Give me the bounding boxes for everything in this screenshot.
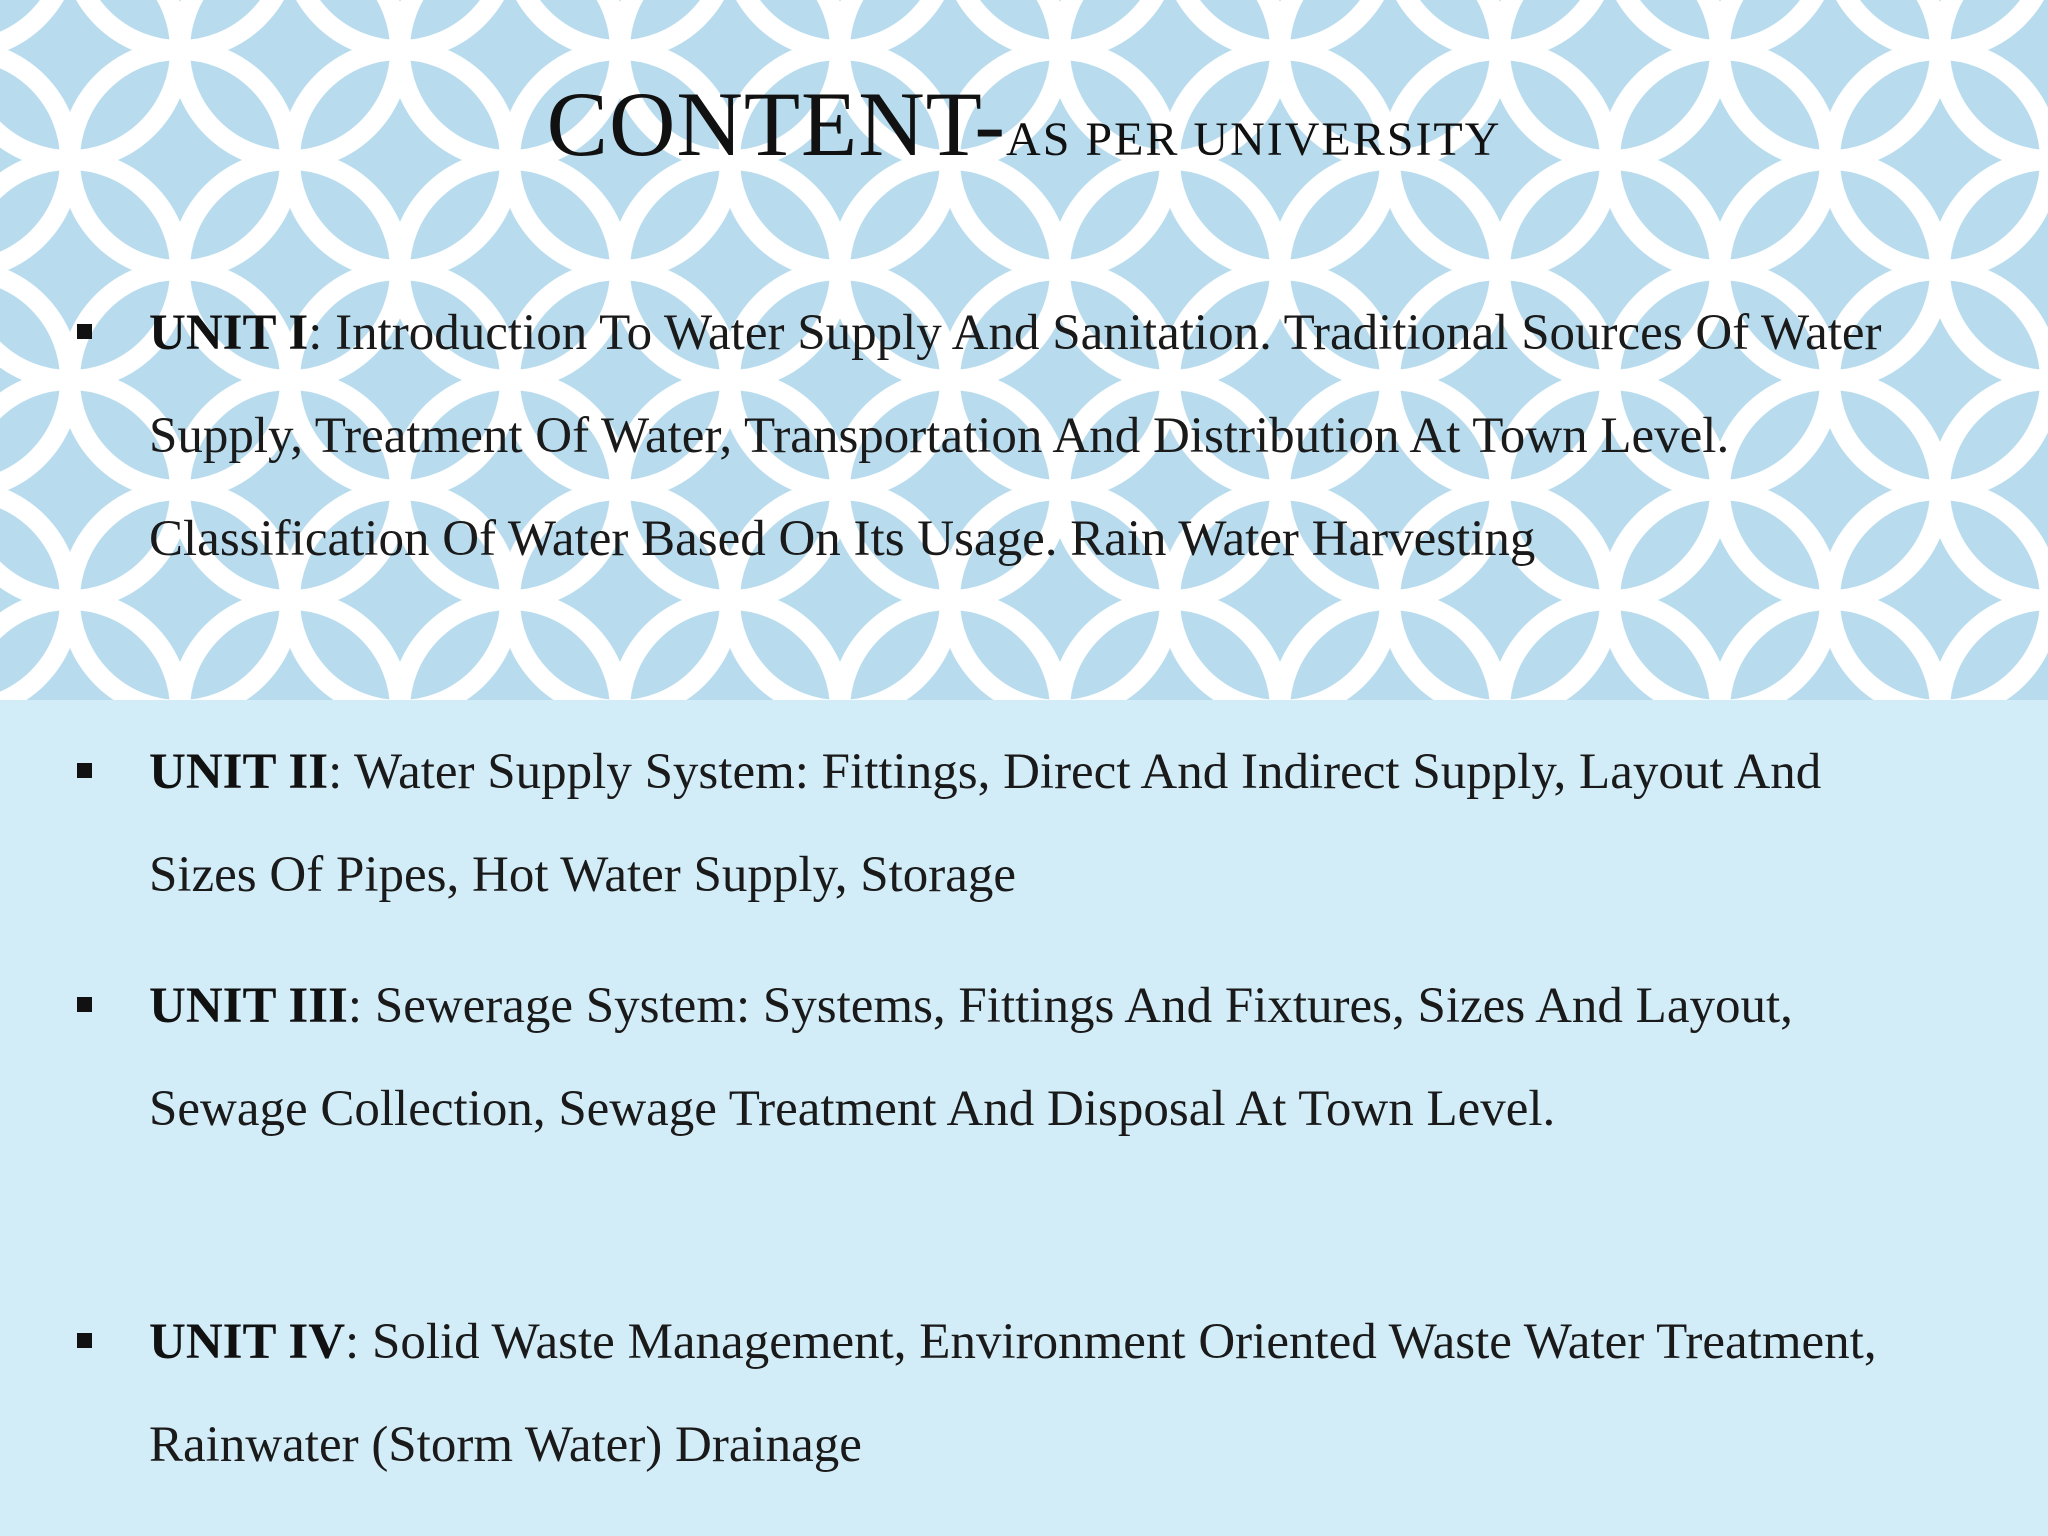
unit-description: : Introduction To Water Supply And Sanitation. Traditional Sources Of Water Supply, Treatment Of Water, Transportation And Distribution At Town Level. Classification Of Water Based On Its Usage. Rain Water Harvesting bbox=[149, 305, 1882, 567]
title-main: CONTENT- bbox=[546, 73, 1007, 175]
unit-label: UNIT IV bbox=[149, 1314, 346, 1370]
square-bullet-icon bbox=[77, 324, 92, 339]
unit-description: : Water Supply System: Fittings, Direct And Indirect Supply, Layout And Sizes Of Pipes, Hot Water Supply, Storage bbox=[149, 744, 1822, 903]
unit-label: UNIT II bbox=[149, 744, 329, 800]
unit-text bbox=[149, 955, 1939, 1161]
unit-text bbox=[149, 1291, 1939, 1497]
unit-label: UNIT III bbox=[149, 978, 348, 1034]
unit-label: UNIT I bbox=[149, 305, 309, 361]
page-title bbox=[0, 73, 2048, 175]
unit-text bbox=[149, 282, 1939, 591]
square-bullet-icon bbox=[77, 763, 92, 778]
title-subtitle: AS PER UNIVERSITY bbox=[1006, 113, 1502, 166]
square-bullet-icon bbox=[77, 997, 92, 1012]
unit-text bbox=[149, 721, 1939, 927]
square-bullet-icon bbox=[77, 1333, 92, 1348]
unit-description: : Solid Waste Management, Environment Oriented Waste Water Treatment, Rainwater (Storm Water) Drainage bbox=[149, 1314, 1877, 1473]
unit-description: : Sewerage System: Systems, Fittings And Fixtures, Sizes And Layout, Sewage Collection, Sewage Treatment And Disposal At Town Level. bbox=[149, 978, 1793, 1137]
